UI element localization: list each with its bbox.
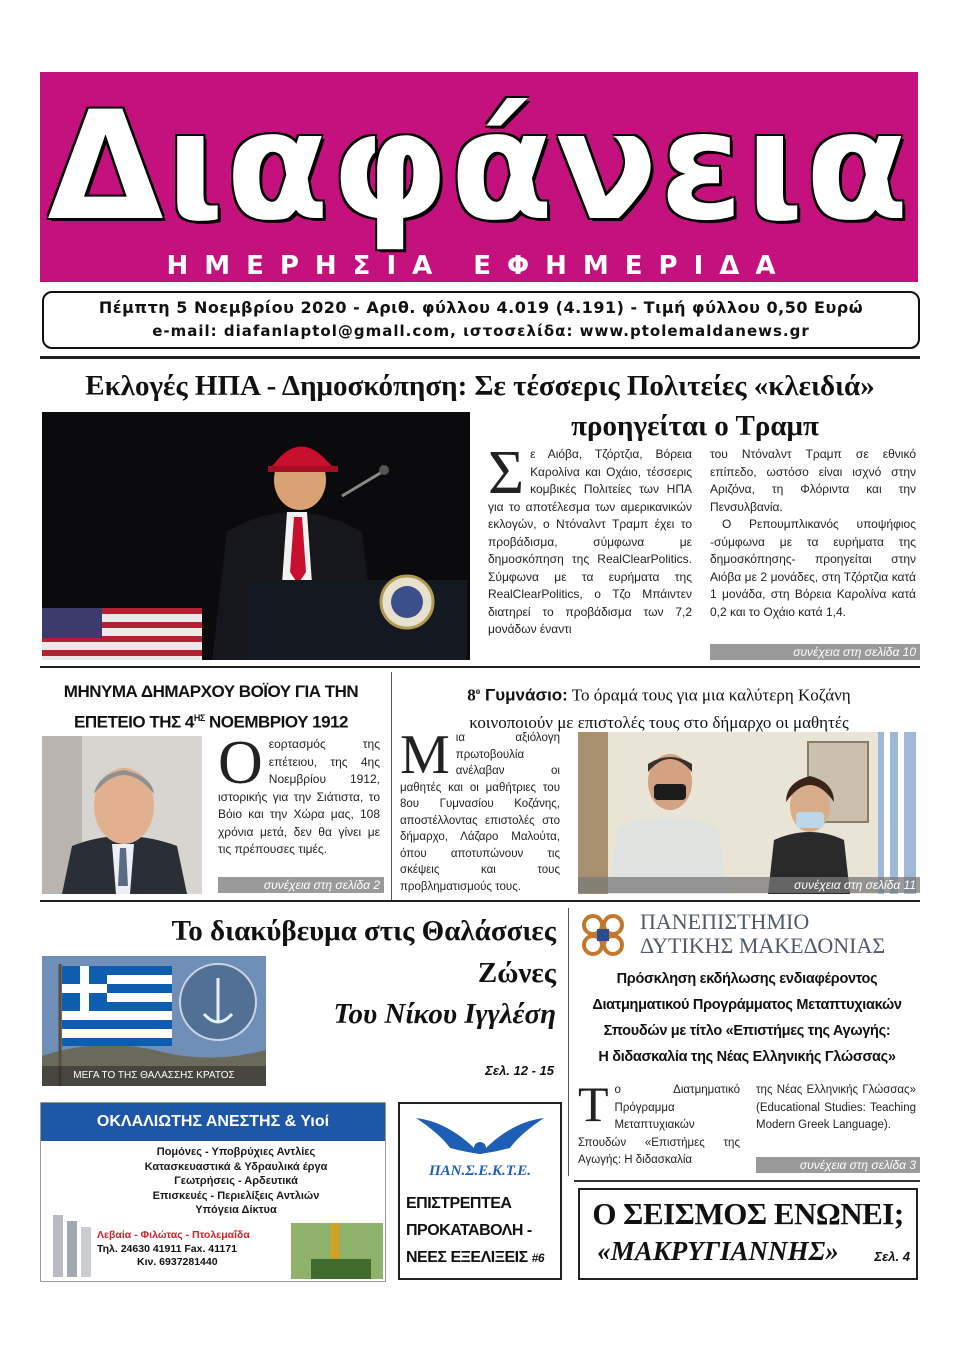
university-name-line1: ΠΑΝΕΠΙΣΤΗΜΙΟ bbox=[640, 909, 810, 934]
students-illustration bbox=[578, 732, 916, 894]
story3-sup: ο bbox=[475, 686, 481, 696]
ad1-title: ΟΚΛΑΛΙΩΤΗΣ ΑΝΕΣΤΗΣ & Υιοί bbox=[41, 1103, 385, 1141]
story5-column2: της Νέας Ελληνικής Γλώσσας» (Educational Studies: Teaching Modern Greek Language). bbox=[756, 1084, 916, 1131]
story1-continue-link[interactable]: συνέχεια στη σελίδα 10 bbox=[710, 644, 920, 660]
mayor-illustration bbox=[42, 736, 202, 894]
story3-rest: Το όραμά τους για μια καλύτερη Κοζάνη bbox=[567, 685, 851, 705]
story2-headline bbox=[40, 678, 382, 736]
story4-pages[interactable]: Σελ. 12 - 15 bbox=[485, 1063, 554, 1078]
ad1-line4: Επισκευές - Περιελίξεις Αντλιών bbox=[152, 1189, 320, 1202]
issue-info-bar bbox=[42, 291, 920, 349]
story5-column1 bbox=[578, 1076, 740, 1170]
main-headline-line2: προηγείται ο Τραμπ bbox=[571, 410, 819, 442]
story2-headline-post: ΝΟΕΜΒΡΙΟΥ 1912 bbox=[204, 712, 348, 732]
story2-body bbox=[218, 729, 380, 859]
ad2-text bbox=[406, 1190, 556, 1272]
story3-num: 8 bbox=[467, 685, 476, 705]
divider bbox=[391, 672, 392, 900]
story3-headline-line2: κοινοποιούν με επιστολές τους στο δήμαρχο οι μαθητές bbox=[469, 712, 849, 732]
story1-text1: ε Αιόβα, Τζόρτζια, Βόρεια Καρολίνα και Οχάιο, τέσσερις κομβικές Πολιτείες των ΗΠΑ για το αποτέλεσμα των αμερικανικών εκλογών, ο Ντόναλντ Τραμπ έχει το προβάδισμα, σύμφωνα με δημοσκόπηση της RealClearPolitics. Σύμφωνα με τα ευρήματα της RealClearPolitics, ο Τζο Μπάιντεν διατηρεί το προβάδισμα των 7,2 μονάδων έναντι bbox=[488, 447, 692, 636]
story2-continue-link[interactable]: συνέχεια στη σελίδα 2 bbox=[218, 877, 384, 893]
story2-headline-pre: ΕΠΕΤΕΙΟ ΤΗΣ 4 bbox=[74, 712, 194, 732]
story5-headline-line2: Διατμηματικού Προγράμματος Μεταπτυχιακών bbox=[592, 997, 902, 1013]
story5-dropcap: Τ bbox=[578, 1076, 609, 1132]
story5-headline bbox=[574, 966, 920, 1070]
story6-box bbox=[578, 1188, 918, 1280]
ad2-line3: ΝΕΕΣ ΕΞΕΛΙΞΕΙΣ bbox=[406, 1249, 528, 1266]
ad1-line5: Υπόγεια Δίκτυα bbox=[195, 1204, 277, 1216]
ad-pansekte[interactable] bbox=[398, 1102, 562, 1280]
story5-headline-line3: Σπουδών με τίτλο «Επιστήμες της Αγωγής: bbox=[603, 1023, 891, 1039]
story2-headline-line1: ΜΗΝΥΜΑ ΔΗΜΑΡΧΟΥ ΒΟΪΟΥ ΓΙΑ ΤΗΝ bbox=[63, 682, 359, 701]
ad2-page[interactable]: #6 bbox=[531, 1251, 545, 1265]
story3-body bbox=[400, 724, 560, 895]
ad1-mobile[interactable]: Κιν. 6937281440 bbox=[137, 1256, 218, 1268]
story3-bold: Γυμνάσιο: bbox=[480, 685, 568, 705]
story5-text1: ο Διατμηματικό Πρόγραμμα Μεταπτυχιακών Σπουδών «Επιστήμες της Αγωγής: Η διδασκαλία bbox=[578, 1084, 740, 1166]
contact-line: e-mail: diafanlaptol@gmall.com, ιστοσελίδα: www.ptolemaldanews.gr bbox=[152, 322, 810, 340]
story6-headline-line1: Ο ΣΕΙΣΜΟΣ ΕΝΩΝΕΙ; bbox=[592, 1196, 904, 1231]
ad1-line3: Γεωτρήσεις - Αρδευτικά bbox=[174, 1175, 298, 1187]
pump-icon bbox=[47, 1215, 97, 1277]
newspaper-subtitle: ΗΜΕΡΗΣΙΑ ΕΦΗΜΕΡΙΔΑ bbox=[166, 251, 792, 281]
flag-caption: ΜΕΓΑ ΤΟ ΤΗΣ ΘΑΛΑΣΣΗΣ ΚΡΑΤΟΣ bbox=[42, 1066, 266, 1086]
story2-text: εορτασμός της επέτειου, της 4ης Νοεμβρίου 1912, ιστορικής για την Σιάτιστα, το Βόιο και την Χώρα μας, 108 χρόνια μετά, δεν θα γίνει με τις πρέπουσες τιμές. bbox=[218, 737, 380, 856]
story6-headline-line2: «ΜΑΚΡΥΓΙΑΝΝΗΣ» bbox=[597, 1236, 839, 1266]
story3-headline-line1 bbox=[398, 678, 920, 709]
story3-text: ια αξιόλογη πρωτοβουλία ανέλαβαν οι μαθητές και οι μαθήτριες του 8ου Γυμνασίου Κοζάνης, αποστέλλοντας επιστολές στο δήμαρχο, Λάζαρο Μαλούτα, όπου αποτυπώνουν τις σκέψεις και τους προβληματισμούς τους. bbox=[400, 732, 560, 893]
divider bbox=[574, 1180, 920, 1182]
greek-flag-photo bbox=[42, 956, 266, 1086]
newspaper-title: Διαφάνεια bbox=[47, 80, 911, 254]
story1-text2b: Ο Ρεπουμπλικανός υποψήφιος -σύμφωνα με τα ευρήματα της δημοσκόπησης- προηγείται στην Αιόβα με 2 μονάδες, στη Τζόρτζια κατά 1 μονάδα, στη Βόρεια Καρολίνα κατά 0,2 και το Οχάιο κατά 1,4. bbox=[710, 517, 916, 619]
story1-column2 bbox=[710, 446, 916, 621]
story4-headline-line1: Το διακύβευμα στις Θαλάσσιες bbox=[171, 915, 556, 947]
ad1-line1: Πομόνες - Υποβρύχιες Αντλίες bbox=[156, 1146, 316, 1158]
drill-rig-icon bbox=[291, 1223, 383, 1279]
masthead bbox=[40, 72, 918, 282]
ad2-line1: ΕΠΙΣΤΡΕΠΤΕΑ bbox=[406, 1195, 512, 1212]
mayor-photo bbox=[42, 736, 202, 894]
ad2-logo-text: ΠΑΝ.Σ.Ε.Κ.Τ.Ε. bbox=[428, 1163, 532, 1179]
ad-oklaliotis[interactable] bbox=[40, 1102, 386, 1282]
university-logo-icon bbox=[578, 910, 628, 960]
story2-dropcap: Ο bbox=[218, 729, 263, 797]
us-flag-icon bbox=[42, 608, 202, 660]
story1-text2a: του Ντόναλντ Τραμπ σε εθνικό επίπεδο, ωστόσο είναι ισχνό στην Αριζόνα, τη Φλόριντα και την Πενσυλβανία. bbox=[710, 447, 916, 514]
story5-headline-line1: Πρόσκληση εκδήλωσης ενδιαφέροντος bbox=[616, 971, 878, 987]
trump-photo bbox=[42, 412, 470, 660]
ad1-towns: Λεβαία - Φιλώτας - Πτολεμαΐδα bbox=[97, 1229, 250, 1241]
story1-column1 bbox=[488, 439, 692, 639]
ad1-phone[interactable]: Τηλ. 24630 41911 Fax. 41171 bbox=[97, 1242, 237, 1255]
story2-headline-line2 bbox=[40, 705, 382, 736]
ad1-line2: Κατασκευαστικά & Υδραυλικά έργα bbox=[144, 1160, 328, 1173]
trump-illustration bbox=[42, 412, 470, 660]
main-headline-line1: Εκλογές ΗΠΑ - Δημοσκόπηση: Σε τέσσερις Πολιτείες «κλειδιά» bbox=[85, 370, 875, 402]
divider bbox=[40, 356, 920, 359]
story5-headline-line4: Η διδασκαλία της Νέας Ελληνικής Γλώσσας» bbox=[598, 1049, 896, 1065]
students-photo bbox=[578, 732, 916, 894]
story6-page[interactable]: Σελ. 4 bbox=[874, 1249, 910, 1264]
divider bbox=[568, 908, 569, 1176]
bird-logo-icon bbox=[410, 1108, 550, 1168]
divider bbox=[40, 900, 920, 902]
story3-headline bbox=[398, 678, 920, 736]
ad2-line2: ΠΡΟΚΑΤΑΒΟΛΗ - bbox=[406, 1222, 532, 1239]
story3-dropcap: Μ bbox=[400, 724, 450, 786]
story2-headline-sup: ΗΣ bbox=[193, 713, 205, 723]
story3-continue-link[interactable]: συνέχεια στη σελίδα 11 bbox=[578, 877, 920, 893]
story4-byline: Του Νίκου Ιγγλέση bbox=[333, 998, 556, 1030]
story5-continue-link[interactable]: συνέχεια στη σελίδα 3 bbox=[756, 1157, 920, 1173]
story1-dropcap: Σ bbox=[488, 439, 525, 507]
story4-headline-line2: Ζώνες bbox=[477, 957, 556, 989]
issue-date-line: Πέμπτη 5 Νοεμβρίου 2020 - Αριθ. φύλλου 4.019 (4.191) - Τιμή φύλλου 0,50 Ευρώ bbox=[98, 298, 864, 317]
divider bbox=[40, 666, 920, 668]
ad1-contact bbox=[97, 1229, 287, 1270]
university-name-line2: ΔΥΤΙΚΗΣ ΜΑΚΕΔΟΝΙΑΣ bbox=[640, 933, 886, 958]
university-name bbox=[640, 910, 920, 958]
ad1-services bbox=[91, 1145, 381, 1218]
